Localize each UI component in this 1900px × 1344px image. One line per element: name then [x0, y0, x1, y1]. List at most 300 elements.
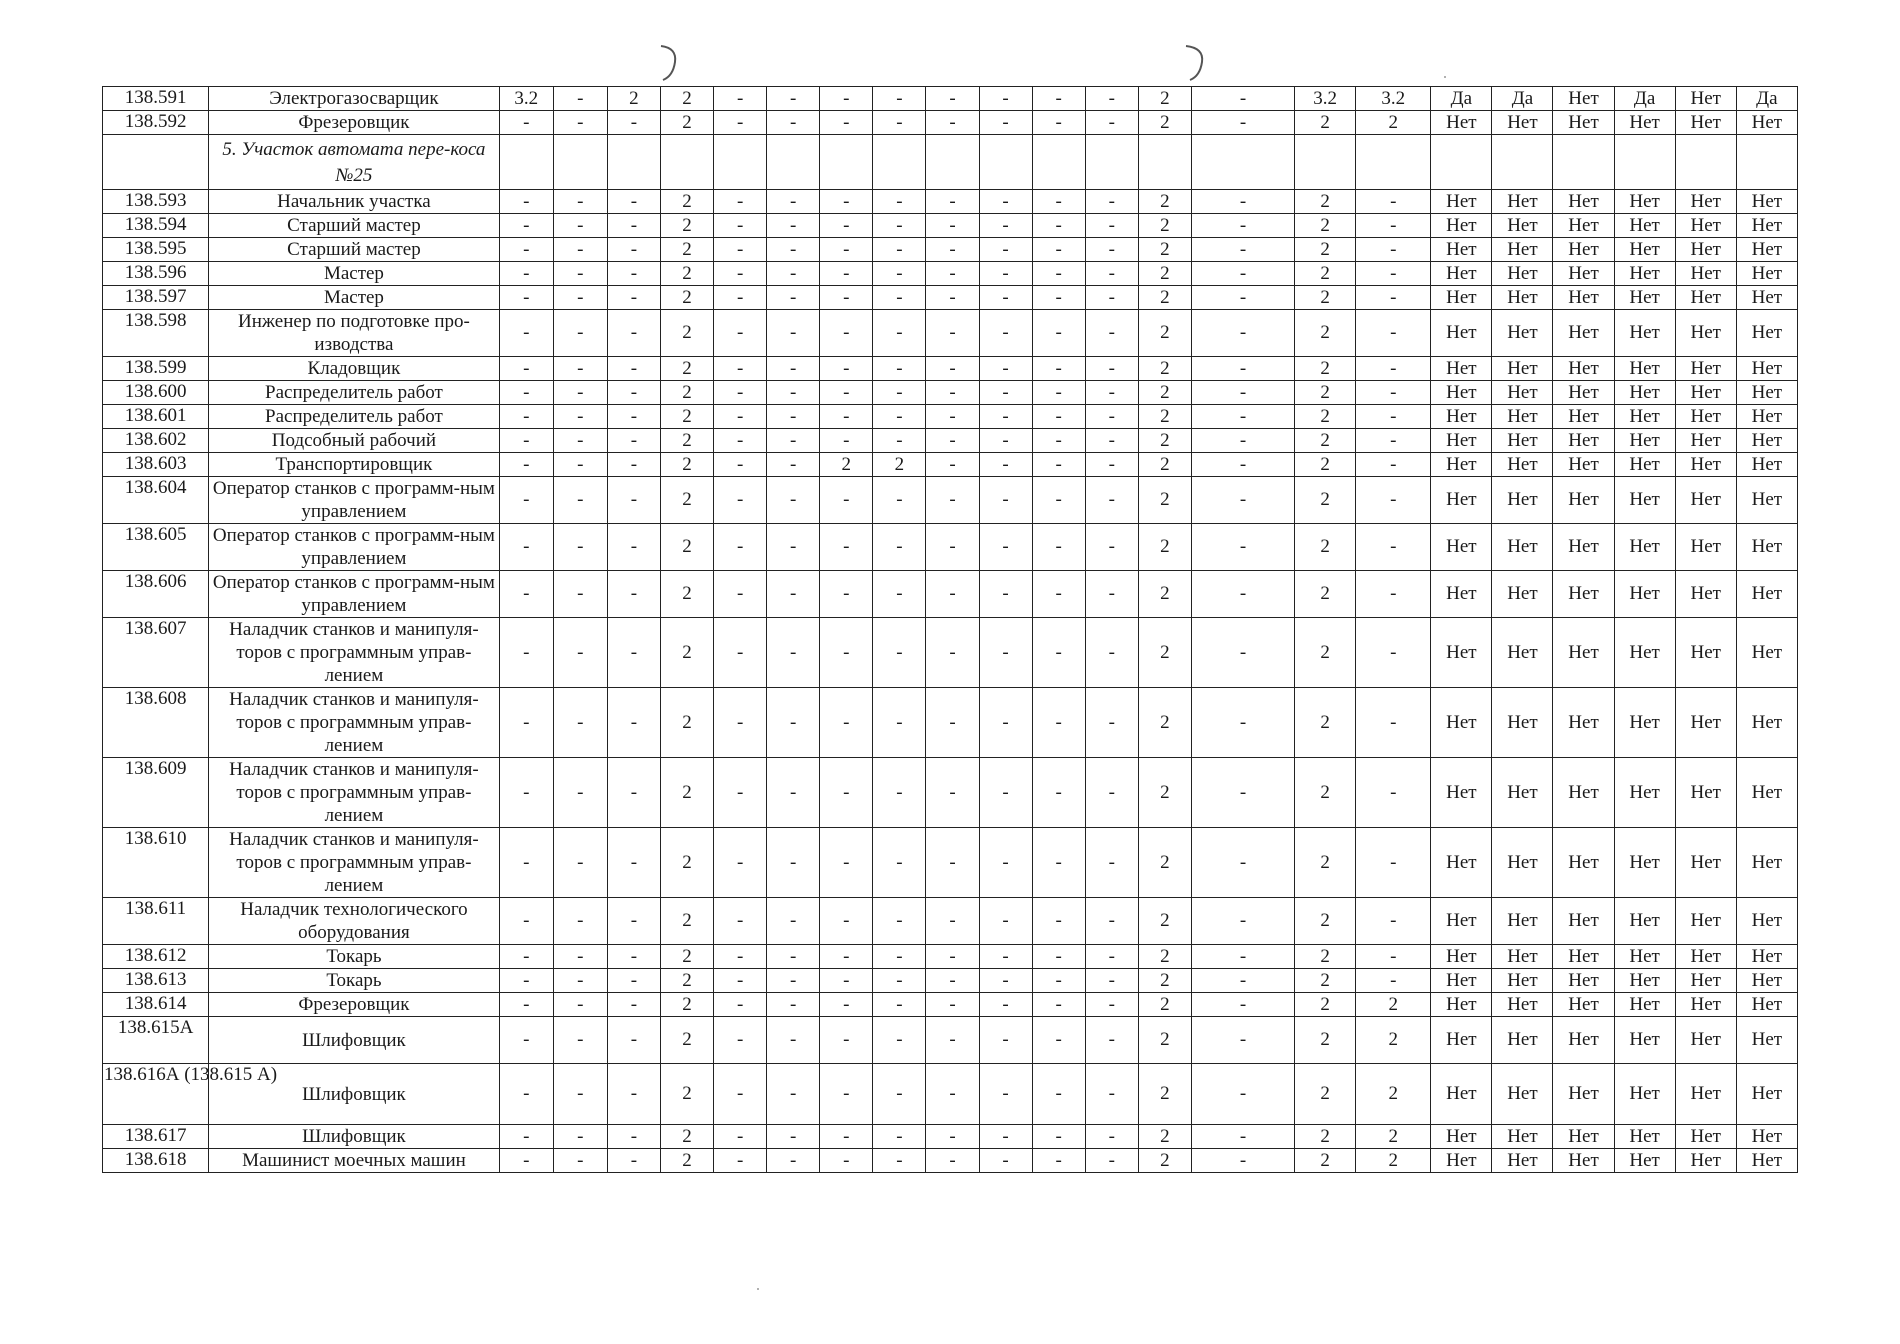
row-value-cell: -: [607, 945, 660, 969]
row-value-cell: -: [553, 310, 607, 357]
row-value-cell: -: [499, 688, 553, 758]
table-row: [103, 571, 1798, 618]
row-value-cell: -: [1191, 262, 1294, 286]
row-value-cell: -: [714, 357, 767, 381]
row-value-cell: Нет: [1736, 453, 1797, 477]
row-value-cell: -: [1032, 357, 1085, 381]
row-value-cell: -: [714, 381, 767, 405]
row-value-cell: -: [714, 945, 767, 969]
row-value-cell: 2: [660, 571, 713, 618]
row-position-name: Оператор станков с программ-ным управлением: [209, 524, 500, 571]
row-value-cell: -: [873, 688, 926, 758]
row-value-cell: -: [926, 262, 979, 286]
row-value-cell: -: [1085, 1149, 1138, 1173]
row-id: 138.605: [103, 524, 209, 571]
row-value-cell: -: [926, 190, 979, 214]
row-value-cell: -: [714, 993, 767, 1017]
row-value-cell: -: [607, 1125, 660, 1149]
row-value-cell: -: [873, 262, 926, 286]
row-position-name: Шлифовщик: [209, 1017, 500, 1064]
row-value-cell: Нет: [1492, 571, 1553, 618]
row-value-cell: -: [1191, 111, 1294, 135]
row-value-cell: -: [767, 429, 820, 453]
row-position-name: Мастер: [209, 286, 500, 310]
row-value-cell: -: [820, 898, 873, 945]
table-row: [103, 969, 1798, 993]
row-value-cell: Нет: [1553, 190, 1614, 214]
table-row: [103, 688, 1798, 758]
row-value-cell: -: [1191, 969, 1294, 993]
row-value-cell: -: [767, 1017, 820, 1064]
row-position-name: Кладовщик: [209, 357, 500, 381]
row-value-cell: Нет: [1553, 688, 1614, 758]
row-value-cell: -: [499, 1064, 553, 1125]
row-value-cell: -: [1191, 405, 1294, 429]
row-value-cell: -: [926, 993, 979, 1017]
row-id: 138.594: [103, 214, 209, 238]
row-value-cell: -: [553, 571, 607, 618]
row-value-cell: -: [873, 618, 926, 688]
row-value-cell: Нет: [1675, 1064, 1736, 1125]
row-value-cell: Нет: [1492, 357, 1553, 381]
row-value-cell: 2: [1295, 357, 1356, 381]
row-value-cell: -: [1085, 969, 1138, 993]
row-id: 138.598: [103, 310, 209, 357]
row-value-cell: Нет: [1736, 969, 1797, 993]
row-value-cell: -: [820, 993, 873, 1017]
row-value-cell: Нет: [1553, 357, 1614, 381]
row-value-cell: -: [607, 477, 660, 524]
row-value-cell: -: [1356, 828, 1431, 898]
row-value-cell: -: [499, 969, 553, 993]
row-value-cell: 2: [660, 1149, 713, 1173]
row-value-cell: -: [979, 618, 1032, 688]
row-value-cell: -: [1356, 286, 1431, 310]
row-position-name: Наладчик станков и манипуля-торов с программным управ-лением: [209, 828, 500, 898]
row-value-cell: 2: [1295, 214, 1356, 238]
row-value-cell: Нет: [1736, 1125, 1797, 1149]
row-value-cell: 2: [660, 477, 713, 524]
row-position-name: Токарь: [209, 945, 500, 969]
row-id: 138.612: [103, 945, 209, 969]
row-value-cell: 2: [1138, 111, 1191, 135]
row-value-cell: -: [499, 238, 553, 262]
row-value-cell: 2: [1138, 618, 1191, 688]
row-value-cell: 2: [1295, 945, 1356, 969]
row-value-cell: -: [979, 477, 1032, 524]
row-value-cell: Нет: [1736, 758, 1797, 828]
row-value-cell: -: [553, 214, 607, 238]
row-value-cell: -: [499, 453, 553, 477]
row-value-cell: Нет: [1614, 286, 1675, 310]
section-empty-cell: [1191, 135, 1294, 190]
row-value-cell: Нет: [1492, 1149, 1553, 1173]
row-value-cell: Нет: [1614, 310, 1675, 357]
row-value-cell: Нет: [1553, 571, 1614, 618]
row-value-cell: Нет: [1553, 618, 1614, 688]
row-value-cell: Нет: [1431, 571, 1492, 618]
row-id: 138.602: [103, 429, 209, 453]
row-value-cell: -: [873, 477, 926, 524]
row-value-cell: Нет: [1492, 969, 1553, 993]
row-value-cell: -: [926, 357, 979, 381]
row-value-cell: -: [767, 1064, 820, 1125]
row-value-cell: Да: [1614, 87, 1675, 111]
table-row: [103, 524, 1798, 571]
row-value-cell: -: [820, 429, 873, 453]
row-position-name: Транспортировщик: [209, 453, 500, 477]
row-value-cell: Нет: [1431, 969, 1492, 993]
row-value-cell: -: [1356, 190, 1431, 214]
row-value-cell: -: [820, 571, 873, 618]
row-value-cell: 2: [1356, 1149, 1431, 1173]
row-value-cell: -: [499, 190, 553, 214]
row-value-cell: Нет: [1492, 945, 1553, 969]
row-id: 138.591: [103, 87, 209, 111]
row-value-cell: -: [553, 286, 607, 310]
row-id: 138.607: [103, 618, 209, 688]
row-value-cell: Нет: [1553, 758, 1614, 828]
row-value-cell: -: [499, 111, 553, 135]
table-row: [103, 1125, 1798, 1149]
row-value-cell: -: [607, 571, 660, 618]
row-value-cell: -: [714, 571, 767, 618]
row-value-cell: -: [553, 190, 607, 214]
row-value-cell: Нет: [1675, 524, 1736, 571]
row-value-cell: -: [1356, 969, 1431, 993]
row-value-cell: Нет: [1736, 310, 1797, 357]
row-position-name: Старший мастер: [209, 214, 500, 238]
row-value-cell: 2: [660, 87, 713, 111]
row-value-cell: Нет: [1614, 828, 1675, 898]
row-value-cell: Нет: [1675, 238, 1736, 262]
row-value-cell: 2: [660, 429, 713, 453]
row-value-cell: -: [1356, 429, 1431, 453]
row-value-cell: -: [607, 310, 660, 357]
row-value-cell: Нет: [1431, 381, 1492, 405]
row-value-cell: Нет: [1553, 405, 1614, 429]
row-value-cell: -: [979, 357, 1032, 381]
row-value-cell: -: [1191, 190, 1294, 214]
row-position-name: Электрогазосварщик: [209, 87, 500, 111]
row-value-cell: Нет: [1492, 1017, 1553, 1064]
row-value-cell: -: [1085, 828, 1138, 898]
row-value-cell: Нет: [1675, 898, 1736, 945]
row-value-cell: Нет: [1614, 688, 1675, 758]
row-position-name: Инженер по подготовке про-изводства: [209, 310, 500, 357]
row-value-cell: Нет: [1675, 310, 1736, 357]
row-value-cell: -: [1356, 571, 1431, 618]
row-value-cell: -: [873, 238, 926, 262]
table-row: [103, 111, 1798, 135]
row-value-cell: -: [873, 828, 926, 898]
row-value-cell: -: [926, 1017, 979, 1064]
row-value-cell: -: [714, 969, 767, 993]
row-value-cell: -: [1191, 214, 1294, 238]
row-value-cell: Нет: [1736, 828, 1797, 898]
row-value-cell: -: [1191, 898, 1294, 945]
row-value-cell: Нет: [1614, 381, 1675, 405]
row-value-cell: Нет: [1492, 1064, 1553, 1125]
row-value-cell: Нет: [1675, 286, 1736, 310]
row-id: 138.604: [103, 477, 209, 524]
row-value-cell: -: [607, 238, 660, 262]
row-value-cell: -: [820, 1064, 873, 1125]
row-value-cell: -: [979, 524, 1032, 571]
section-empty-cell: [979, 135, 1032, 190]
table-row: [103, 1017, 1798, 1064]
table-row: [103, 190, 1798, 214]
row-value-cell: -: [979, 286, 1032, 310]
row-value-cell: -: [979, 310, 1032, 357]
table-row: [103, 87, 1798, 111]
row-value-cell: Нет: [1614, 429, 1675, 453]
row-value-cell: -: [873, 945, 926, 969]
row-value-cell: Нет: [1431, 357, 1492, 381]
row-value-cell: 2: [1295, 571, 1356, 618]
row-value-cell: -: [499, 758, 553, 828]
row-value-cell: -: [553, 524, 607, 571]
row-value-cell: -: [820, 828, 873, 898]
row-value-cell: Нет: [1675, 214, 1736, 238]
row-value-cell: -: [553, 453, 607, 477]
row-value-cell: 2: [1138, 286, 1191, 310]
row-value-cell: -: [767, 286, 820, 310]
row-position-name: Шлифовщик: [209, 1064, 500, 1125]
row-value-cell: -: [767, 993, 820, 1017]
row-value-cell: Нет: [1431, 1017, 1492, 1064]
row-value-cell: -: [607, 758, 660, 828]
row-value-cell: -: [1085, 898, 1138, 945]
row-value-cell: -: [1032, 87, 1085, 111]
row-value-cell: -: [767, 381, 820, 405]
row-value-cell: Нет: [1492, 429, 1553, 453]
row-value-cell: -: [979, 1149, 1032, 1173]
row-value-cell: Нет: [1431, 828, 1492, 898]
row-value-cell: -: [979, 262, 1032, 286]
row-value-cell: 2: [1138, 262, 1191, 286]
row-value-cell: -: [926, 524, 979, 571]
row-value-cell: Нет: [1614, 1064, 1675, 1125]
row-value-cell: Нет: [1492, 111, 1553, 135]
row-value-cell: Нет: [1431, 429, 1492, 453]
row-value-cell: -: [767, 571, 820, 618]
row-value-cell: 2: [1295, 828, 1356, 898]
row-value-cell: 2: [660, 190, 713, 214]
row-value-cell: -: [1191, 828, 1294, 898]
row-value-cell: -: [820, 214, 873, 238]
row-value-cell: -: [1191, 87, 1294, 111]
row-value-cell: Нет: [1675, 618, 1736, 688]
row-value-cell: -: [979, 1064, 1032, 1125]
row-value-cell: 2: [1295, 111, 1356, 135]
section-empty-cell: [660, 135, 713, 190]
row-value-cell: -: [553, 111, 607, 135]
row-value-cell: Нет: [1675, 357, 1736, 381]
row-value-cell: -: [979, 758, 1032, 828]
row-value-cell: Нет: [1736, 1064, 1797, 1125]
row-value-cell: Да: [1736, 87, 1797, 111]
row-value-cell: Нет: [1614, 1017, 1675, 1064]
row-value-cell: 2: [660, 262, 713, 286]
row-value-cell: -: [499, 571, 553, 618]
row-value-cell: -: [1032, 111, 1085, 135]
row-value-cell: -: [873, 405, 926, 429]
row-position-name: Наладчик станков и манипуля-торов с программным управ-лением: [209, 758, 500, 828]
row-value-cell: -: [714, 286, 767, 310]
row-value-cell: Нет: [1553, 262, 1614, 286]
row-value-cell: 2: [1138, 945, 1191, 969]
row-value-cell: 2: [1295, 1064, 1356, 1125]
row-value-cell: -: [873, 524, 926, 571]
row-value-cell: Нет: [1431, 898, 1492, 945]
row-value-cell: -: [926, 571, 979, 618]
punch-hole-mark: [1182, 42, 1212, 82]
row-value-cell: Нет: [1431, 688, 1492, 758]
row-id: 138.616А (138.615 А): [103, 1064, 209, 1125]
row-value-cell: -: [926, 381, 979, 405]
row-value-cell: 2: [1295, 477, 1356, 524]
row-id: 138.613: [103, 969, 209, 993]
table-row: [103, 238, 1798, 262]
row-value-cell: -: [767, 618, 820, 688]
row-value-cell: -: [873, 190, 926, 214]
row-value-cell: -: [1032, 945, 1085, 969]
row-value-cell: -: [1085, 214, 1138, 238]
row-value-cell: -: [1191, 524, 1294, 571]
row-value-cell: -: [714, 898, 767, 945]
row-value-cell: -: [873, 1017, 926, 1064]
row-value-cell: -: [714, 1149, 767, 1173]
row-value-cell: -: [767, 405, 820, 429]
row-value-cell: -: [499, 898, 553, 945]
row-value-cell: -: [926, 87, 979, 111]
row-value-cell: -: [499, 429, 553, 453]
row-value-cell: -: [553, 357, 607, 381]
row-value-cell: -: [1356, 310, 1431, 357]
row-value-cell: -: [1032, 758, 1085, 828]
row-value-cell: Нет: [1492, 1125, 1553, 1149]
row-value-cell: -: [1191, 618, 1294, 688]
row-value-cell: 2: [1138, 190, 1191, 214]
row-value-cell: 3.2: [1295, 87, 1356, 111]
row-value-cell: 2: [1138, 381, 1191, 405]
row-id: 138.606: [103, 571, 209, 618]
row-value-cell: -: [767, 828, 820, 898]
row-value-cell: -: [553, 1125, 607, 1149]
row-value-cell: Нет: [1614, 524, 1675, 571]
row-position-name: Распределитель работ: [209, 405, 500, 429]
row-value-cell: -: [1356, 357, 1431, 381]
row-value-cell: 2: [660, 945, 713, 969]
row-value-cell: -: [926, 1064, 979, 1125]
section-empty-cell: [1736, 135, 1797, 190]
row-value-cell: 2: [1138, 453, 1191, 477]
section-empty-cell: [714, 135, 767, 190]
row-value-cell: -: [1032, 429, 1085, 453]
row-value-cell: -: [714, 1125, 767, 1149]
table-row: [103, 945, 1798, 969]
row-value-cell: -: [820, 1149, 873, 1173]
row-value-cell: -: [767, 214, 820, 238]
row-value-cell: 2: [1295, 618, 1356, 688]
row-value-cell: Нет: [1492, 993, 1553, 1017]
row-value-cell: -: [1032, 405, 1085, 429]
row-value-cell: 2: [660, 1017, 713, 1064]
row-value-cell: -: [499, 993, 553, 1017]
row-value-cell: -: [1032, 310, 1085, 357]
row-value-cell: Нет: [1675, 453, 1736, 477]
row-value-cell: -: [1085, 262, 1138, 286]
row-value-cell: -: [1356, 945, 1431, 969]
row-value-cell: -: [553, 238, 607, 262]
section-empty-cell: [553, 135, 607, 190]
table-row: [103, 262, 1798, 286]
row-value-cell: -: [820, 1017, 873, 1064]
table-row: [103, 477, 1798, 524]
row-value-cell: -: [553, 618, 607, 688]
section-empty-cell: [103, 135, 209, 190]
row-value-cell: Нет: [1675, 969, 1736, 993]
row-value-cell: Нет: [1736, 214, 1797, 238]
row-value-cell: -: [607, 618, 660, 688]
row-value-cell: -: [1191, 477, 1294, 524]
table-row: [103, 1149, 1798, 1173]
row-value-cell: -: [767, 1125, 820, 1149]
row-value-cell: -: [1356, 688, 1431, 758]
row-value-cell: -: [873, 286, 926, 310]
row-value-cell: Нет: [1553, 1149, 1614, 1173]
row-value-cell: Нет: [1614, 969, 1675, 993]
section-empty-cell: [1675, 135, 1736, 190]
row-value-cell: 2: [1138, 405, 1191, 429]
row-value-cell: -: [926, 1149, 979, 1173]
row-value-cell: 2: [1356, 1017, 1431, 1064]
row-value-cell: -: [714, 1017, 767, 1064]
row-value-cell: -: [873, 758, 926, 828]
row-position-name: Шлифовщик: [209, 1125, 500, 1149]
row-value-cell: Нет: [1736, 1017, 1797, 1064]
row-value-cell: Нет: [1553, 524, 1614, 571]
row-value-cell: Нет: [1614, 1125, 1675, 1149]
row-value-cell: -: [926, 758, 979, 828]
row-value-cell: 2: [1138, 87, 1191, 111]
row-value-cell: Нет: [1614, 238, 1675, 262]
row-value-cell: Нет: [1431, 190, 1492, 214]
row-value-cell: Нет: [1614, 357, 1675, 381]
row-value-cell: -: [1356, 898, 1431, 945]
row-value-cell: 2: [1295, 238, 1356, 262]
row-value-cell: 2: [1356, 1125, 1431, 1149]
row-value-cell: -: [607, 524, 660, 571]
row-value-cell: 2: [1138, 1149, 1191, 1173]
row-value-cell: Нет: [1675, 477, 1736, 524]
row-value-cell: Нет: [1614, 1149, 1675, 1173]
row-value-cell: -: [767, 190, 820, 214]
row-value-cell: -: [1191, 429, 1294, 453]
row-value-cell: Нет: [1553, 1017, 1614, 1064]
row-id: 138.618: [103, 1149, 209, 1173]
row-value-cell: -: [714, 262, 767, 286]
row-value-cell: Нет: [1492, 453, 1553, 477]
row-value-cell: 2: [660, 898, 713, 945]
table-row: [103, 758, 1798, 828]
row-value-cell: 2: [1295, 898, 1356, 945]
row-value-cell: 2: [660, 381, 713, 405]
row-value-cell: -: [873, 429, 926, 453]
row-value-cell: Нет: [1431, 618, 1492, 688]
section-empty-cell: [1614, 135, 1675, 190]
